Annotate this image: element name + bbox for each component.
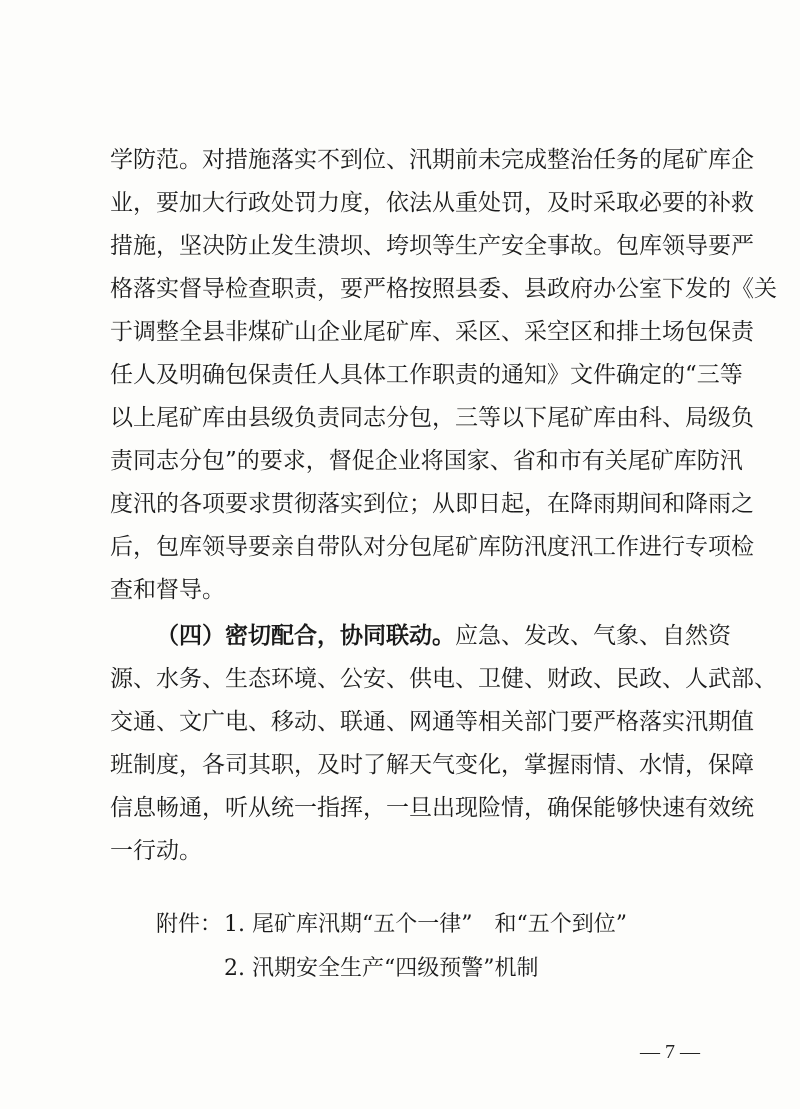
body-line: 度汛的各项要求贯彻落实到位；从即日起，在降雨期间和降雨之 bbox=[110, 491, 754, 517]
body-line: 责同志分包”的要求，督促企业将国家、省和市有关尾矿库防汛 bbox=[110, 448, 743, 474]
attachment-item-1: 1. 尾矿库汛期“五个一律” 和“五个到位” bbox=[224, 912, 627, 937]
body-line: 源、水务、生态环境、公安、供电、卫健、财政、民政、人武部、 bbox=[110, 666, 777, 692]
body-line: 格落实督导检查职责，要严格按照县委、县政府办公室下发的《关 bbox=[110, 276, 777, 302]
body-line: 查和督导。 bbox=[110, 577, 225, 603]
page-number: — 7 — bbox=[640, 1041, 700, 1063]
body-line: 学防范。对措施落实不到位、汛期前未完成整治任务的尾矿库企 bbox=[110, 147, 754, 173]
body-line: 措施，坚决防止发生溃坝、垮坝等生产安全事故。包库领导要严 bbox=[110, 233, 754, 259]
body-line: 于调整全县非煤矿山企业尾矿库、采区、采空区和排土场包保责 bbox=[110, 319, 754, 345]
body-line: 业，要加大行政处罚力度，依法从重处罚，及时采取必要的补救 bbox=[110, 190, 754, 216]
section-heading-line bbox=[156, 618, 731, 654]
body-line: 任人及明确包保责任人具体工作职责的通知》文件确定的“三等 bbox=[110, 362, 743, 388]
attachment-label: 附件： bbox=[156, 912, 223, 937]
body-line: 交通、文广电、移动、联通、网通等相关部门要严格落实汛期值 bbox=[110, 709, 754, 735]
body-line: 班制度，各司其职，及时了解天气变化，掌握雨情、水情，保障 bbox=[110, 752, 754, 778]
body-line: 信息畅通，听从统一指挥，一旦出现险情，确保能够快速有效统 bbox=[110, 795, 754, 821]
body-line: 一行动。 bbox=[110, 838, 202, 864]
body-line: 以上尾矿库由县级负责同志分包，三等以下尾矿库由科、局级负 bbox=[110, 405, 754, 431]
body-line: 后，包库领导要亲自带队对分包尾矿库防汛度汛工作进行专项检 bbox=[110, 534, 754, 560]
section-heading-rest: 应急、发改、气象、自然资 bbox=[455, 623, 731, 649]
section-heading: （四）密切配合，协同联动。 bbox=[156, 623, 455, 649]
attachment-item-2: 2. 汛期安全生产“四级预警”机制 bbox=[224, 956, 539, 981]
